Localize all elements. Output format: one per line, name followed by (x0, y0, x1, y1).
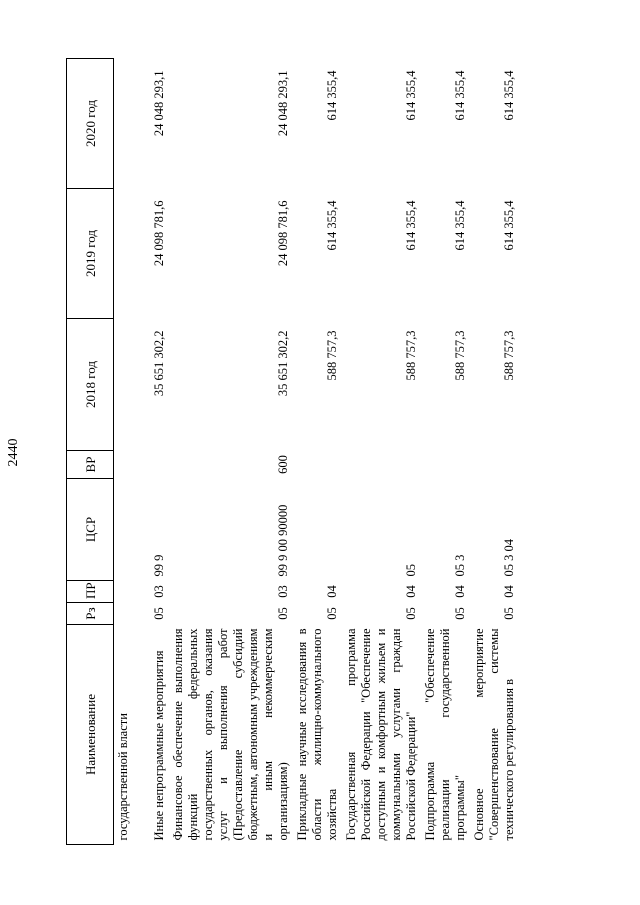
row-pr: 04 (453, 585, 467, 598)
row-2018: 35 651 302,2 (276, 330, 290, 397)
row-rz: 05 (325, 607, 339, 620)
header-2018: 2018 год (67, 319, 114, 451)
row-vr (293, 451, 342, 479)
header-pr: ПР (67, 581, 114, 603)
table-row (133, 59, 169, 845)
row-vr (342, 451, 421, 479)
row-rz: 05 (276, 607, 290, 620)
row-name: государственной власти (116, 713, 130, 841)
row-2018: 588 757,3 (404, 330, 418, 381)
row-csr: 05 3 (453, 554, 467, 577)
table-row (293, 59, 342, 845)
table-row (169, 59, 293, 845)
row-vr (421, 451, 470, 479)
row-pr (114, 581, 134, 603)
header-rz: Рз (67, 603, 114, 625)
row-csr (114, 479, 134, 581)
row-vr (133, 451, 169, 479)
table-row (421, 59, 470, 845)
row-csr: 99 9 (152, 554, 166, 577)
row-pr: 04 (502, 585, 516, 598)
row-rz (114, 603, 134, 625)
table-row (342, 59, 421, 845)
row-2020: 614 355,4 (404, 70, 418, 121)
header-name: Наименование (67, 625, 114, 845)
table-row (114, 59, 134, 845)
row-name: Прикладные научные исследования в области жилищно-коммунального хозяйства (295, 628, 339, 841)
header-row (67, 59, 114, 845)
row-2018: 588 757,3 (502, 330, 516, 381)
row-pr: 03 (276, 585, 290, 598)
row-2019: 24 098 781,6 (276, 200, 290, 267)
row-2020: 24 048 293,1 (152, 70, 166, 137)
row-csr: 05 (404, 564, 418, 577)
header-2019: 2019 год (67, 189, 114, 319)
row-2018: 588 757,3 (325, 330, 339, 381)
table-row (470, 59, 519, 845)
row-rz: 05 (152, 607, 166, 620)
header-csr: ЦСР (67, 479, 114, 581)
row-pr: 03 (152, 585, 166, 598)
row-2018: 588 757,3 (453, 330, 467, 381)
row-vr (114, 451, 134, 479)
row-name: Подпрограмма "Обеспечение реализации государственной программы" (423, 628, 467, 841)
row-csr: 99 9 00 90000 (276, 504, 290, 577)
row-pr: 04 (325, 585, 339, 598)
row-vr: 600 (276, 455, 290, 474)
row-vr (470, 451, 519, 479)
row-rz: 05 (404, 607, 418, 620)
row-2019: 614 355,4 (404, 200, 418, 251)
row-2020: 24 048 293,1 (276, 70, 290, 137)
row-2019: 614 355,4 (502, 200, 516, 251)
row-name: Государственная программа Российской Федерации "Обеспечение доступным и комфортным жильем и коммунальными услугами граждан Российской Федерации" (344, 628, 418, 841)
budget-table (66, 58, 519, 845)
row-2020 (114, 59, 134, 189)
row-2019: 614 355,4 (453, 200, 467, 251)
row-name: Иные непрограммные мероприятия (152, 650, 166, 841)
row-name: Финансовое обеспечение выполнения функций федеральных государственных органов, оказания услуг и выполнения работ (Предоставление субсидий бюджетным, автономным учреждениям и иным некоммерческим организациям) (171, 628, 290, 841)
row-csr (293, 479, 342, 581)
row-2019: 614 355,4 (325, 200, 339, 251)
row-csr: 05 3 04 (502, 539, 516, 577)
row-rz: 05 (453, 607, 467, 620)
page-number: 2440 (6, 438, 21, 467)
row-2019 (114, 189, 134, 319)
row-2020: 614 355,4 (325, 70, 339, 121)
row-name: Основное мероприятие "Совершенствование системы технического регулирования в (472, 628, 516, 841)
row-2018: 35 651 302,2 (152, 330, 166, 397)
row-2020: 614 355,4 (453, 70, 467, 121)
header-vr: ВР (67, 451, 114, 479)
row-2018 (114, 319, 134, 451)
header-2020: 2020 год (67, 59, 114, 189)
row-rz: 05 (502, 607, 516, 620)
row-pr: 04 (404, 585, 418, 598)
row-2020: 614 355,4 (502, 70, 516, 121)
row-2019: 24 098 781,6 (152, 200, 166, 267)
